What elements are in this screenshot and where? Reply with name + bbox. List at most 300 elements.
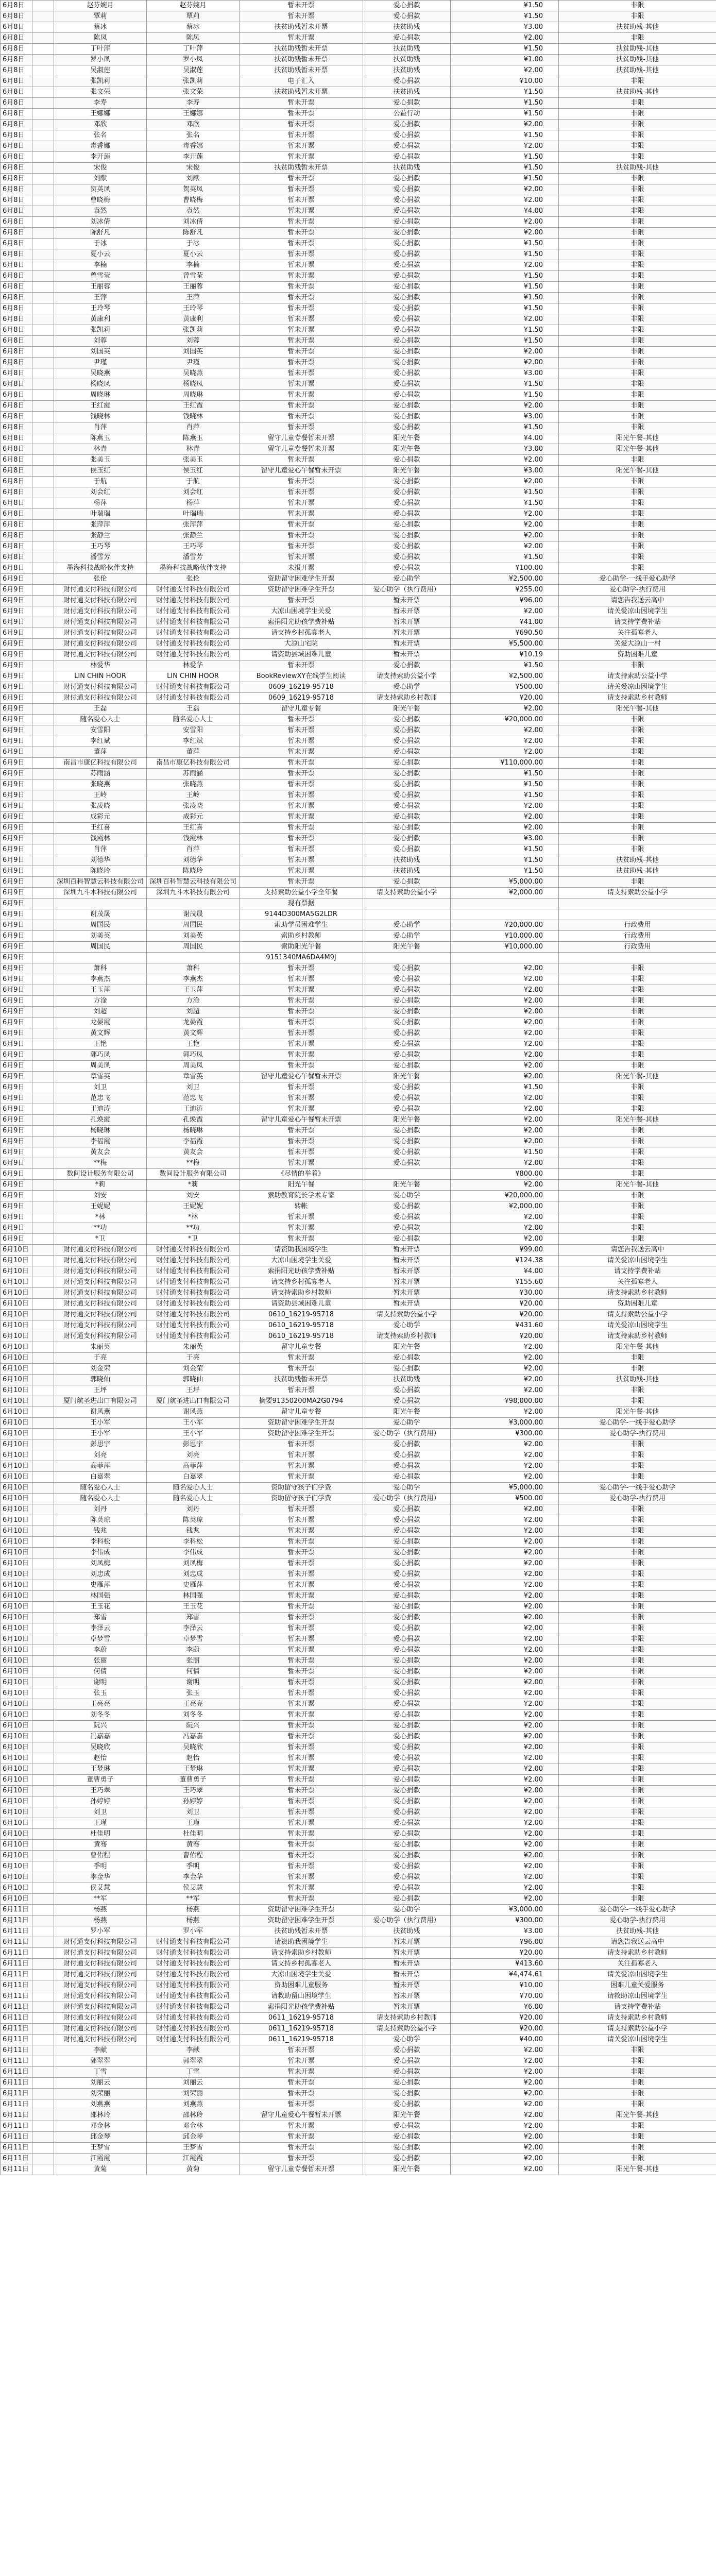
blank-cell <box>32 487 54 498</box>
purpose-cell: 阳光午餐-其他 <box>559 466 716 477</box>
category-cell: 爱心捐款 <box>363 1602 451 1613</box>
invoice-note-cell: 索助教育院长学术专家 <box>240 1191 363 1201</box>
donor-name-cell: 刘国英 <box>54 347 147 358</box>
blank-cell <box>32 736 54 747</box>
table-row <box>1 455 716 466</box>
payer-name-cell: 宋俊 <box>147 163 240 174</box>
table-row <box>1 1764 716 1775</box>
amount-cell: ¥20.00 <box>451 1948 559 1959</box>
table-row <box>1 1656 716 1667</box>
invoice-note-cell: 暂未开票 <box>240 1126 363 1137</box>
date-cell: 6月9日 <box>1 1201 32 1212</box>
blank-cell <box>32 1385 54 1396</box>
date-cell: 6月8日 <box>1 11 32 22</box>
purpose-cell: 非限 <box>559 141 716 152</box>
donor-name-cell: 王岭 <box>54 790 147 801</box>
blank-cell <box>32 1331 54 1342</box>
table-row <box>1 963 716 974</box>
blank-cell <box>32 574 54 585</box>
table-row <box>1 1331 716 1342</box>
payer-name-cell: 厦门航圣进出口有限公司 <box>147 1396 240 1407</box>
category-cell: 爱心捐款 <box>363 228 451 239</box>
amount-cell: ¥1.50 <box>451 109 559 120</box>
table-row <box>1 1396 716 1407</box>
invoice-note-cell: 暂未开票 <box>240 801 363 812</box>
invoice-note-cell: 暂未开票 <box>240 1602 363 1613</box>
table-row <box>1 76 716 87</box>
payer-name-cell: 张丽 <box>147 1656 240 1667</box>
blank-cell <box>32 271 54 282</box>
category-cell: 暂未开票 <box>363 617 451 628</box>
blank-cell <box>32 747 54 758</box>
date-cell: 6月10日 <box>1 1472 32 1483</box>
blank-cell <box>32 109 54 120</box>
payer-name-cell: 于亮 <box>147 1353 240 1364</box>
date-cell: 6月11日 <box>1 2056 32 2067</box>
purpose-cell: 请您告我送云高中 <box>559 596 716 606</box>
table-row <box>1 1407 716 1418</box>
purpose-cell: 非限 <box>559 834 716 844</box>
blank-cell <box>32 314 54 325</box>
donor-name-cell <box>54 953 147 963</box>
blank-cell <box>32 1439 54 1450</box>
table-row <box>1 1353 716 1364</box>
blank-cell <box>32 725 54 736</box>
category-cell: 扶贫助残 <box>363 44 451 55</box>
category-cell: 爱心捐款 <box>363 823 451 834</box>
payer-name-cell: 王岭 <box>147 790 240 801</box>
blank-cell <box>32 55 54 65</box>
payer-name-cell: 财付通支付科技有限公司 <box>147 1937 240 1948</box>
donor-name-cell: 蔡冰 <box>54 22 147 33</box>
date-cell: 6月10日 <box>1 1439 32 1450</box>
category-cell: 阳光午餐 <box>363 1072 451 1082</box>
donor-name-cell: 阮兴 <box>54 1721 147 1732</box>
amount-cell: ¥2.00 <box>451 2067 559 2078</box>
payer-name-cell: 邓欣 <box>147 120 240 130</box>
category-cell: 爱心捐款 <box>363 76 451 87</box>
date-cell: 6月9日 <box>1 877 32 888</box>
donor-name-cell: 财付通支付科技有限公司 <box>54 1970 147 1980</box>
invoice-note-cell: 暂未开票 <box>240 1786 363 1797</box>
amount-cell: ¥1.50 <box>451 303 559 314</box>
table-row <box>1 1786 716 1797</box>
category-cell: 爱心捐款 <box>363 1 451 11</box>
payer-name-cell: 财付通支付科技有限公司 <box>147 682 240 693</box>
invoice-note-cell: 索捐阳光助孩学费补贴 <box>240 2002 363 2013</box>
purpose-cell: 非限 <box>559 758 716 769</box>
donor-name-cell: 刘冰倩 <box>54 217 147 228</box>
category-cell: 暂未开票 <box>363 1991 451 2002</box>
payer-name-cell: 李蔚 <box>147 1645 240 1656</box>
category-cell: 爱心捐款 <box>363 358 451 368</box>
purpose-cell: 非限 <box>559 195 716 206</box>
donor-name-cell: 叶瑞瑞 <box>54 509 147 520</box>
invoice-note-cell: 暂未开票 <box>240 1212 363 1223</box>
amount-cell: ¥3.00 <box>451 368 559 379</box>
invoice-note-cell: 0610_16219-95718 <box>240 1320 363 1331</box>
table-row <box>1 844 716 855</box>
date-cell: 6月9日 <box>1 812 32 823</box>
date-cell: 6月10日 <box>1 1569 32 1580</box>
blank-cell <box>32 1483 54 1494</box>
category-cell: 爱心捐款 <box>363 2089 451 2099</box>
date-cell: 6月10日 <box>1 1364 32 1375</box>
table-row <box>1 552 716 563</box>
table-row <box>1 303 716 314</box>
date-cell: 6月8日 <box>1 98 32 109</box>
payer-name-cell: 丁叶萍 <box>147 44 240 55</box>
donor-name-cell: 覃莉 <box>54 11 147 22</box>
date-cell: 6月10日 <box>1 1775 32 1786</box>
invoice-note-cell: 扶贫助残暂未开票 <box>240 87 363 98</box>
purpose-cell: 非限 <box>559 1829 716 1840</box>
purpose-cell: 非限 <box>559 1201 716 1212</box>
date-cell: 6月8日 <box>1 303 32 314</box>
invoice-note-cell: 暂未开票 <box>240 1634 363 1645</box>
donor-name-cell: 张凯莉 <box>54 76 147 87</box>
payer-name-cell: 刘金荣 <box>147 1364 240 1375</box>
category-cell: 爱心捐款 <box>363 217 451 228</box>
date-cell: 6月10日 <box>1 1288 32 1299</box>
date-cell: 6月9日 <box>1 617 32 628</box>
table-row <box>1 195 716 206</box>
blank-cell <box>32 834 54 844</box>
purpose-cell: 非限 <box>559 2056 716 2067</box>
payer-name-cell: 刘超 <box>147 1007 240 1018</box>
category-cell <box>363 1169 451 1180</box>
date-cell: 6月10日 <box>1 1310 32 1320</box>
table-row <box>1 1104 716 1115</box>
amount-cell: ¥1.50 <box>451 660 559 671</box>
category-cell: 爱心捐款 <box>363 120 451 130</box>
payer-name-cell: *林 <box>147 1212 240 1223</box>
donor-name-cell: 张凌晓 <box>54 801 147 812</box>
date-cell: 6月8日 <box>1 44 32 55</box>
date-cell: 6月9日 <box>1 909 32 920</box>
category-cell: 爱心捐款 <box>363 801 451 812</box>
table-row <box>1 758 716 769</box>
table-row <box>1 1775 716 1786</box>
table-row <box>1 1667 716 1677</box>
invoice-note-cell: 暂未开票 <box>240 725 363 736</box>
purpose-cell: 阳光午餐-其他 <box>559 1180 716 1191</box>
payer-name-cell: 张伦 <box>147 574 240 585</box>
category-cell: 阳光午餐 <box>363 942 451 953</box>
date-cell: 6月9日 <box>1 1007 32 1018</box>
table-row <box>1 260 716 271</box>
amount-cell: ¥2.00 <box>451 1439 559 1450</box>
purpose-cell: 爱心助学-一线手爱心助学 <box>559 574 716 585</box>
blank-cell <box>32 704 54 715</box>
amount-cell: ¥690.50 <box>451 628 559 639</box>
donor-name-cell: 王玉花 <box>54 1602 147 1613</box>
amount-cell <box>451 899 559 909</box>
table-row <box>1 996 716 1007</box>
purpose-cell: 非限 <box>559 844 716 855</box>
amount-cell: ¥2.00 <box>451 1039 559 1050</box>
payer-name-cell: 财付通支付科技有限公司 <box>147 1310 240 1320</box>
amount-cell: ¥2.00 <box>451 509 559 520</box>
category-cell: 扶贫助残 <box>363 1375 451 1385</box>
invoice-note-cell: 索助乡村教师 <box>240 931 363 942</box>
donor-name-cell: 王坪 <box>54 1385 147 1396</box>
amount-cell: ¥20.00 <box>451 2024 559 2035</box>
date-cell: 6月9日 <box>1 693 32 704</box>
purpose-cell: 非限 <box>559 1526 716 1537</box>
purpose-cell: 非限 <box>559 1558 716 1569</box>
table-row <box>1 1169 716 1180</box>
blank-cell <box>32 1991 54 2002</box>
donor-name-cell: 王小军 <box>54 1429 147 1439</box>
donor-name-cell: 谢风燕 <box>54 1407 147 1418</box>
purpose-cell: 请关爱凉山困境学生 <box>559 606 716 617</box>
category-cell: 爱心捐款 <box>363 1883 451 1894</box>
amount-cell: ¥3.00 <box>451 444 559 455</box>
amount-cell: ¥2.00 <box>451 1137 559 1147</box>
table-row <box>1 1299 716 1310</box>
amount-cell: ¥96.00 <box>451 596 559 606</box>
table-row <box>1 1872 716 1883</box>
date-cell: 6月10日 <box>1 1483 32 1494</box>
donor-name-cell: 刘卫 <box>54 1807 147 1818</box>
amount-cell: ¥2.00 <box>451 1342 559 1353</box>
blank-cell <box>32 1537 54 1548</box>
category-cell: 爱心捐款 <box>363 985 451 996</box>
category-cell: 爱心捐款 <box>363 401 451 412</box>
purpose-cell: 非限 <box>559 1050 716 1061</box>
amount-cell: ¥2.00 <box>451 184 559 195</box>
amount-cell: ¥2.00 <box>451 1104 559 1115</box>
category-cell: 爱心捐款 <box>363 1450 451 1461</box>
blank-cell <box>32 899 54 909</box>
donor-name-cell: 刘丽云 <box>54 2078 147 2089</box>
blank-cell <box>32 715 54 725</box>
date-cell: 6月9日 <box>1 1018 32 1028</box>
date-cell: 6月9日 <box>1 834 32 844</box>
donor-name-cell: 周晓琳 <box>54 390 147 401</box>
purpose-cell: 行政费用 <box>559 931 716 942</box>
payer-name-cell: 江霞霞 <box>147 2154 240 2164</box>
amount-cell: ¥2.00 <box>451 1028 559 1039</box>
invoice-note-cell: 暂未开票 <box>240 477 363 487</box>
purpose-cell: 扶贫助残-其他 <box>559 163 716 174</box>
table-row <box>1 1948 716 1959</box>
date-cell: 6月9日 <box>1 931 32 942</box>
date-cell: 6月10日 <box>1 1807 32 1818</box>
payer-name-cell: 谢风燕 <box>147 1407 240 1418</box>
category-cell: 爱心捐款 <box>363 1212 451 1223</box>
date-cell: 6月8日 <box>1 87 32 98</box>
invoice-note-cell: 暂未开票 <box>240 1883 363 1894</box>
purpose-cell: 非限 <box>559 1883 716 1894</box>
blank-cell <box>32 1310 54 1320</box>
amount-cell: ¥1.50 <box>451 293 559 303</box>
date-cell: 6月8日 <box>1 358 32 368</box>
purpose-cell: 非限 <box>559 985 716 996</box>
category-cell: 爱心捐款 <box>363 293 451 303</box>
date-cell: 6月11日 <box>1 1980 32 1991</box>
donor-name-cell: 王磊 <box>54 704 147 715</box>
table-row <box>1 2045 716 2056</box>
category-cell: 暂未开票 <box>363 1245 451 1256</box>
blank-cell <box>32 477 54 487</box>
table-row <box>1 347 716 358</box>
invoice-note-cell: 暂未开票 <box>240 1677 363 1688</box>
payer-name-cell: 陈晓玲 <box>147 866 240 877</box>
purpose-cell: 非限 <box>559 1602 716 1613</box>
blank-cell <box>32 628 54 639</box>
purpose-cell: 非限 <box>559 76 716 87</box>
donor-name-cell: 随名爱心人士 <box>54 1483 147 1494</box>
blank-cell <box>32 1223 54 1234</box>
donor-name-cell: 成彩元 <box>54 812 147 823</box>
payer-name-cell: 何倩 <box>147 1667 240 1677</box>
blank-cell <box>32 76 54 87</box>
invoice-note-cell: 暂未开票 <box>240 552 363 563</box>
purpose-cell: 非限 <box>559 1818 716 1829</box>
category-cell: 爱心捐款 <box>363 206 451 217</box>
blank-cell <box>32 1872 54 1883</box>
donor-name-cell: 王丽蓉 <box>54 282 147 293</box>
date-cell: 6月9日 <box>1 671 32 682</box>
payer-name-cell: 林爱华 <box>147 660 240 671</box>
purpose-cell: 非限 <box>559 1656 716 1667</box>
donor-name-cell: 贺英凤 <box>54 184 147 195</box>
payer-name-cell: 杨燕 <box>147 1916 240 1926</box>
date-cell: 6月9日 <box>1 974 32 985</box>
donor-name-cell: 章雪英 <box>54 1072 147 1082</box>
category-cell: 爱心助学 <box>363 920 451 931</box>
blank-cell <box>32 1580 54 1591</box>
payer-name-cell: 王娜娜 <box>147 109 240 120</box>
purpose-cell: 非限 <box>559 996 716 1007</box>
purpose-cell: 非限 <box>559 33 716 44</box>
purpose-cell: 非限 <box>559 1797 716 1807</box>
category-cell <box>363 909 451 920</box>
payer-name-cell: 王红霞 <box>147 401 240 412</box>
date-cell: 6月8日 <box>1 390 32 401</box>
payer-name-cell: 章雪英 <box>147 1072 240 1082</box>
table-row <box>1 184 716 195</box>
donor-name-cell: 苏雨涵 <box>54 769 147 779</box>
purpose-cell: 非限 <box>559 152 716 163</box>
payer-name-cell: 阮兴 <box>147 1721 240 1732</box>
table-row <box>1 1699 716 1710</box>
payer-name-cell: 罗小军 <box>147 1926 240 1937</box>
amount-cell: ¥1.50 <box>451 422 559 433</box>
category-cell: 爱心捐款 <box>363 1688 451 1699</box>
category-cell: 爱心捐款 <box>363 1569 451 1580</box>
table-row <box>1 736 716 747</box>
date-cell: 6月8日 <box>1 477 32 487</box>
date-cell: 6月8日 <box>1 336 32 347</box>
date-cell: 6月10日 <box>1 1256 32 1266</box>
donor-name-cell: 曹晓梅 <box>54 195 147 206</box>
date-cell: 6月10日 <box>1 1764 32 1775</box>
date-cell: 6月8日 <box>1 55 32 65</box>
invoice-note-cell: 暂未开票 <box>240 293 363 303</box>
invoice-note-cell: 暂未开票 <box>240 1667 363 1677</box>
payer-name-cell: 白嘉翠 <box>147 1472 240 1483</box>
amount-cell: ¥2.00 <box>451 2045 559 2056</box>
category-cell: 爱心捐款 <box>363 877 451 888</box>
payer-name-cell: 周美凤 <box>147 1061 240 1072</box>
table-row <box>1 1364 716 1375</box>
date-cell: 6月8日 <box>1 466 32 477</box>
purpose-cell: 非限 <box>559 358 716 368</box>
amount-cell: ¥124.38 <box>451 1256 559 1266</box>
table-row <box>1 1494 716 1504</box>
amount-cell: ¥2.00 <box>451 1613 559 1623</box>
category-cell: 爱心捐款 <box>363 1742 451 1753</box>
invoice-note-cell: 暂未开票 <box>240 1829 363 1840</box>
invoice-note-cell: 暂未开票 <box>240 520 363 531</box>
donor-name-cell: 林青 <box>54 444 147 455</box>
invoice-note-cell: 暂未开票 <box>240 2143 363 2154</box>
amount-cell: ¥1.50 <box>451 44 559 55</box>
blank-cell <box>32 33 54 44</box>
category-cell: 爱心助学（执行费用） <box>363 1916 451 1926</box>
amount-cell: ¥2.00 <box>451 801 559 812</box>
table-row <box>1 390 716 401</box>
amount-cell: ¥2.00 <box>451 120 559 130</box>
category-cell: 请支持索助公益小学 <box>363 888 451 899</box>
amount-cell: ¥155.60 <box>451 1277 559 1288</box>
invoice-note-cell: 暂未开票 <box>240 1515 363 1526</box>
category-cell: 爱心捐款 <box>363 1396 451 1407</box>
payer-name-cell: 刘亮 <box>147 1450 240 1461</box>
purpose-cell: 请支持索助公益小学 <box>559 1310 716 1320</box>
amount-cell: ¥2.00 <box>451 347 559 358</box>
payer-name-cell: 财付通支付科技有限公司 <box>147 585 240 596</box>
purpose-cell: 非限 <box>559 120 716 130</box>
amount-cell: ¥2.00 <box>451 1818 559 1829</box>
donor-name-cell: 张晓燕 <box>54 779 147 790</box>
category-cell <box>363 899 451 909</box>
date-cell: 6月8日 <box>1 563 32 574</box>
blank-cell <box>32 98 54 109</box>
date-cell: 6月8日 <box>1 401 32 412</box>
date-cell: 6月10日 <box>1 1450 32 1461</box>
date-cell: 6月11日 <box>1 1970 32 1980</box>
invoice-note-cell: 暂未开票 <box>240 152 363 163</box>
purpose-cell: 非限 <box>559 412 716 422</box>
invoice-note-cell: 阳光午餐 <box>240 1180 363 1191</box>
date-cell: 6月9日 <box>1 1169 32 1180</box>
invoice-note-cell: 暂未开票 <box>240 260 363 271</box>
purpose-cell: 非限 <box>559 249 716 260</box>
date-cell: 6月9日 <box>1 596 32 606</box>
payer-name-cell: 贺英凤 <box>147 184 240 195</box>
date-cell: 6月10日 <box>1 1407 32 1418</box>
donor-name-cell: 钱兆 <box>54 1526 147 1537</box>
invoice-note-cell: 暂未开票 <box>240 1158 363 1169</box>
blank-cell <box>32 1093 54 1104</box>
table-row <box>1 401 716 412</box>
payer-name-cell: 安雪阳 <box>147 725 240 736</box>
donor-name-cell: 刘卫 <box>54 1082 147 1093</box>
invoice-note-cell: 暂未开票 <box>240 271 363 282</box>
donor-name-cell: 赵怡 <box>54 1753 147 1764</box>
table-row <box>1 1018 716 1028</box>
donor-name-cell: 李金华 <box>54 1872 147 1883</box>
donor-name-cell: 黄友会 <box>54 1147 147 1158</box>
table-row <box>1 2164 716 2175</box>
payer-name-cell: 吴晓燕 <box>147 368 240 379</box>
blank-cell <box>32 585 54 596</box>
date-cell: 6月9日 <box>1 574 32 585</box>
